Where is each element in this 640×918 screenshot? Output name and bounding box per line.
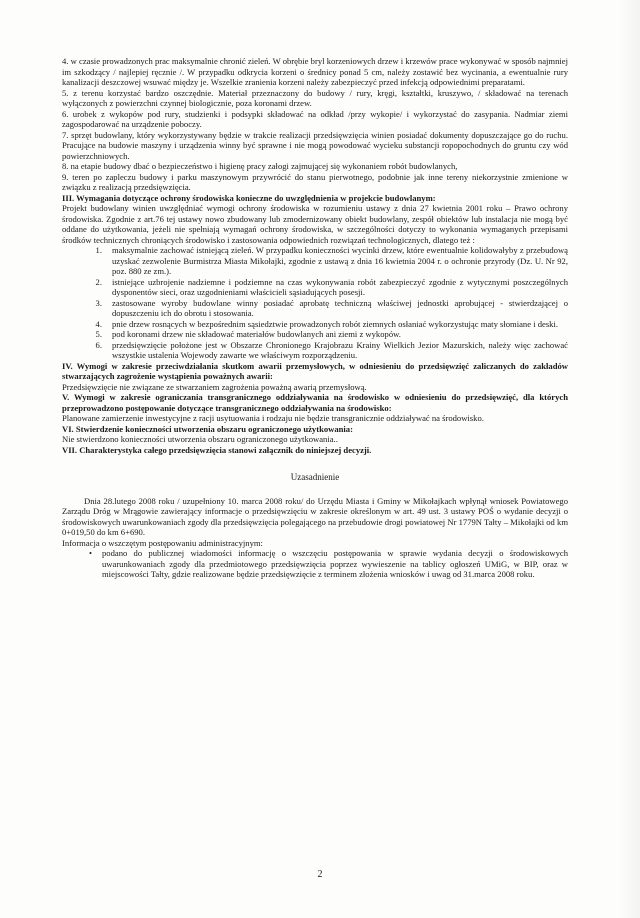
list-item: 5. pod koronami drzew nie składować materiałów budowlanych ani ziemi z wykopów. bbox=[95, 329, 401, 339]
section-4 bbox=[62, 361, 568, 393]
section-3-intro: Projekt budowlany winien uwzględniać wymogi ochrony środowiska w rozumieniu ustawy z dnia 27 kwietnia 2001 roku – Prawo ochrony środowiska. Zgodnie z art.76 tej ustawy nowo zbudowany lub zmodernizowany obiekt budowlany, zespół obiektów lub instalacja nie mogą być oddane do użytkowania, jeżeli nie spełniają wymagań ochrony środowiska, w szczególności dotyczy to wykonania wymaganych przepisami środków technicznych chroniących środowisko i zastosowania odpowiednich rozwiązań technologicznych, dlatego też : bbox=[62, 203, 568, 245]
item-8: 8. na etapie budowy dbać o bezpieczeństwo i higienę pracy załogi zajmującej się wykonaniem robót budowlanych, bbox=[62, 161, 458, 171]
justification bbox=[62, 472, 568, 580]
item-5: 5. z terenu korzystać bardzo oszczędnie. Materiał przeznaczony do budowy / rury, kręgi, kształtki, kruszywo, / składować na terenach wyłączonych z powierzchni czynnej biologicznie, poza koronami drzew. bbox=[62, 87, 568, 108]
justification-title: Uzasadnienie bbox=[290, 472, 340, 482]
section-4-heading: IV. Wymogi w zakresie przeciwdziałania skutkom awarii przemysłowych, w odniesieniu do przedsięwzięć zaliczanych do zakładów stwarzających zagrożenie wystąpienia poważnych awarii: bbox=[62, 360, 568, 381]
item-7: 7. sprzęt budowlany, który wykorzystywany będzie w trakcie realizacji przedsięwzięcia winien posiadać dokumenty dopuszczające go do ruchu. Pracujące na budowie maszyny i urządzenia winny być sprawne i nie mogą powodować wycieku substancji ropopochodnych do gruntu czy wód powierzchniowych. bbox=[62, 129, 568, 161]
justification-paragraph: Dnia 28.lutego 2008 roku / uzupełniony 10. marca 2008 roku/ do Urzędu Miasta i Gminy w Mikołajkach wpłynął wniosek Powiatowego Zarządu Dróg w Mrągowie zawierający informacje o przedsięwzięciu w zakresie określonym w art. 49 ust. 3 ustawy POŚ o wydanie decyzji o środowiskowych uwarunkowaniach zgody dla przedsięwzięcia polegającego na przebudowie drogi powiatowej Nr 1779N Tałty – Mikołajki od km 0+019,50 do km 6+690. bbox=[62, 495, 568, 537]
section-3-heading: III. Wymagania dotyczące ochrony środowiska konieczne do uwzględnienia w projekcie budowlanym: bbox=[62, 192, 436, 203]
list-item: 2. istniejące uzbrojenie nadziemne i podziemne na czas wykonywania robót zabezpieczyć zgodnie z wytycznymi poszczególnych dysponentów sieci, oraz uzgodnieniami właścicieli sąsiadujących posesji. bbox=[95, 276, 568, 297]
section-5-heading: V. Wymogi w zakresie ograniczania transgranicznego oddziaływania na środowisko w odniesieniu do przedsięwzięć, dla których przeprowadzono postępowanie dotyczące transgranicznego oddziaływania na środowisko: bbox=[62, 392, 568, 413]
list-item: • podano do publicznej wiadomości informację o wszczęciu postępowania w sprawie wydania decyzji o środowiskowych uwarunkowaniach zgody dla przedmiotowego przedsięwzięcia poprzez wywieszenie na tablicy ogłoszeń UMiG, w BIP, oraz w miejscowości Tałty, gdzie realizowane będzie przedsięwzięcie z terminem złożenia wniosków i uwag od 31.marca 2008 roku. bbox=[62, 548, 568, 580]
section-5 bbox=[62, 392, 568, 424]
list-item: 1. maksymalnie zachować istniejącą zieleń. W przypadku konieczności wycinki drzew, które ewentualnie kolidowałyby z przebudową uzyskać zezwolenie Burmistrza Miasta Mikołajki, zgodnie z ustawą z dnia 16 kwietnia 2004 r. o ochronie przyrody (Dz. U. Nr 92, poz. 880 ze zm.). bbox=[95, 245, 568, 276]
item-6: 6. urobek z wykopów pod rury, studzienki i podsypki składować na odkład /przy wykopie/ i wykorzystać do zasypania. Nadmiar ziemi zagospodarować na urządzenie poboczy. bbox=[62, 108, 568, 129]
section-5-text: Planowane zamierzenie inwestycyjne z racji usytuowania i rodzaju nie będzie transgranicznie oddziaływać na środowisko. bbox=[62, 413, 484, 423]
item-4: 4. w czasie prowadzonych prac maksymalnie chronić zieleń. W obrębie bryl korzeniowych drzew i krzewów prace wykonywać w sposób najmniej im szkodzący / najlepiej ręcznie /. W przypadku odkrycia korzeni o średnicy ponad 5 cm, należy zostawić bez wycinania, a ewentualnie rury kanalizacji deszczowej wsuwać między je. Wszelkie zranienia korzeni należy zabezpieczyć przed infekcją odpowiednimi preparatami. bbox=[62, 56, 568, 87]
section-7 bbox=[62, 445, 568, 456]
list-item: 6. przedsięwzięcie położone jest w Obszarze Chronionego Krajobrazu Krainy Wielkich Jezior Mazurskich, należy więc zachować wszystkie ustalenia Wojewody zawarte we właściwym rozporządzeniu. bbox=[95, 339, 568, 360]
section-3-list bbox=[62, 245, 568, 361]
top-items bbox=[62, 56, 568, 193]
section-6 bbox=[62, 424, 568, 445]
item-9: 9. teren po zapleczu budowy i parku maszynowym przywrócić do stanu pierwotnego, podobnie jak inne tereny niekorzystnie zmienione w związku z realizacją przedsięwzięcia. bbox=[62, 171, 568, 192]
bullet-icon: • bbox=[88, 548, 92, 558]
scan-shadow bbox=[618, 0, 640, 918]
section-4-text: Przedsięwzięcie nie związane ze stwarzaniem zagrożenia poważną awarią przemysłową. bbox=[62, 381, 367, 392]
section-6-text: Nie stwierdzono konieczności utworzenia obszaru ograniczonego użytkowania.. bbox=[62, 434, 338, 444]
section-7-heading: VII. Charakterystyka całego przedsięwzięcia stanowi załącznik do niniejszej decyzji. bbox=[62, 444, 372, 455]
info-label: Informacja o wszczętym postępowaniu administracyjnym: bbox=[62, 537, 263, 548]
info-bullets bbox=[62, 548, 568, 580]
list-item: 4. pnie drzew rosnących w bezpośrednim sąsiedztwie prowadzonych robót ziemnych osłaniać wykorzystując maty słomiane i deski. bbox=[95, 318, 559, 329]
list-item: 3. zastosowane wyroby budowlane winny posiadać aprobatę techniczną właściwej jednostki aprobującej - stwierdzającej o dopuszczeniu ich do obrotu i stosowania. bbox=[95, 297, 568, 318]
page-number: 2 bbox=[317, 869, 323, 880]
section-3 bbox=[62, 193, 568, 361]
section-6-heading: VI. Stwierdzenie konieczności utworzenia obszaru ograniczonego użytkowania: bbox=[62, 423, 353, 434]
